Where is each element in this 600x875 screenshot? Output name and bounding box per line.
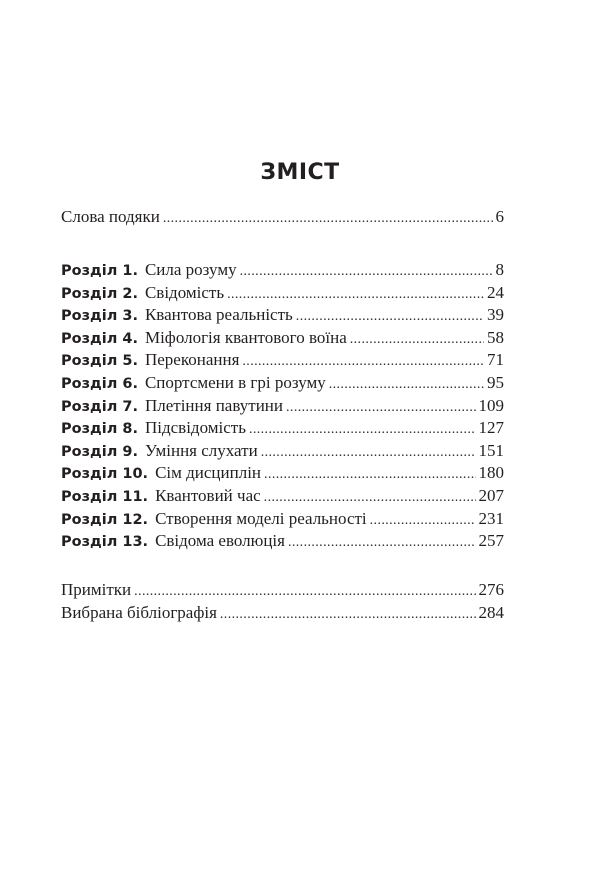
dot-leader	[261, 442, 476, 465]
chapter-title: Свідомість	[144, 282, 225, 302]
chapter-prefix: Розділ 8.	[61, 421, 138, 438]
toc-page-number: 24	[487, 282, 504, 302]
toc-chapter-entry	[61, 485, 504, 508]
chapter-prefix: Розділ 2.	[61, 285, 138, 302]
chapter-title: Сім дисциплін	[155, 463, 262, 483]
chapter-prefix: Розділ 7.	[61, 398, 138, 415]
toc-page-number: 109	[478, 395, 504, 415]
toc-front-matter	[61, 206, 504, 229]
toc-back-matter	[61, 579, 504, 624]
chapter-title: Плетіння павутини	[144, 395, 284, 415]
chapter-prefix: Розділ 10.	[61, 466, 149, 483]
toc-chapter-entry	[61, 417, 504, 440]
dot-leader	[286, 397, 475, 420]
toc-page-number: 39	[487, 305, 504, 325]
chapter-title: Квантовий час	[155, 485, 261, 505]
dot-leader	[220, 604, 476, 627]
toc-page-number: 151	[478, 440, 504, 460]
chapter-prefix: Розділ 9.	[61, 443, 138, 460]
toc-chapter-entry	[61, 259, 504, 282]
dot-leader	[264, 487, 476, 510]
toc-page-number: 257	[478, 531, 504, 551]
toc-page-number: 276	[478, 580, 504, 599]
toc-page-number: 231	[478, 508, 504, 528]
toc-chapter-entry	[61, 462, 504, 485]
toc-chapter-entry	[61, 372, 504, 395]
toc-chapter-entry	[61, 282, 504, 305]
toc-entry	[61, 602, 504, 625]
dot-leader	[350, 329, 484, 352]
toc-entry-title: Примітки	[61, 580, 132, 599]
chapter-title: Переконання	[144, 350, 240, 370]
chapter-title: Міфологія квантового воїна	[144, 327, 347, 347]
chapter-prefix: Розділ 13.	[61, 534, 149, 551]
toc-chapter-entry	[61, 327, 504, 350]
chapter-prefix: Розділ 11.	[61, 488, 149, 505]
chapter-title: Спортсмени в грі розуму	[144, 372, 326, 392]
toc-page-number: 180	[478, 463, 504, 483]
toc-page-number: 58	[487, 327, 504, 347]
toc-page-number: 95	[487, 372, 504, 392]
toc-page-number: 8	[495, 260, 504, 279]
toc-chapter-entry	[61, 440, 504, 463]
dot-leader	[329, 374, 484, 397]
toc-page-number: 6	[495, 207, 504, 226]
toc-page-number: 71	[487, 350, 504, 370]
dot-leader	[288, 532, 476, 555]
page-title: ЗМІСТ	[260, 160, 340, 185]
dot-leader	[370, 510, 476, 533]
toc-chapter-entry	[61, 349, 504, 372]
toc-entry	[61, 206, 504, 229]
chapter-prefix: Розділ 6.	[61, 375, 138, 392]
toc-chapters	[61, 259, 504, 553]
dot-leader	[227, 284, 484, 307]
toc-chapter-entry	[61, 530, 504, 553]
toc-page-number: 127	[478, 418, 504, 438]
chapter-prefix: Розділ 1.	[61, 263, 138, 279]
chapter-prefix: Розділ 5.	[61, 353, 138, 370]
toc-page-number: 284	[478, 602, 504, 622]
dot-leader	[264, 464, 475, 487]
toc-entry-title: Слова подяки	[61, 207, 160, 226]
chapter-prefix: Розділ 4.	[61, 330, 138, 347]
chapter-prefix: Розділ 3.	[61, 308, 138, 325]
toc-entry	[61, 579, 504, 602]
chapter-prefix: Розділ 12.	[61, 511, 149, 528]
dot-leader	[249, 419, 476, 442]
toc-chapter-entry	[61, 395, 504, 418]
toc-entry-title: Вибрана бібліографія	[61, 602, 217, 622]
dot-leader	[296, 306, 484, 329]
chapter-title: Квантова реальність	[144, 305, 293, 325]
dot-leader	[240, 261, 493, 284]
dot-leader	[242, 351, 484, 374]
toc-page-number: 207	[478, 485, 504, 505]
chapter-title: Створення моделі реальності	[155, 508, 367, 528]
chapter-title: Підсвідомість	[144, 418, 246, 438]
dot-leader	[163, 208, 493, 231]
chapter-title: Сила розуму	[144, 260, 237, 279]
toc-chapter-entry	[61, 508, 504, 531]
chapter-title: Уміння слухати	[144, 440, 258, 460]
toc-chapter-entry	[61, 304, 504, 327]
dot-leader	[134, 581, 475, 604]
chapter-title: Свідома еволюція	[155, 531, 285, 551]
